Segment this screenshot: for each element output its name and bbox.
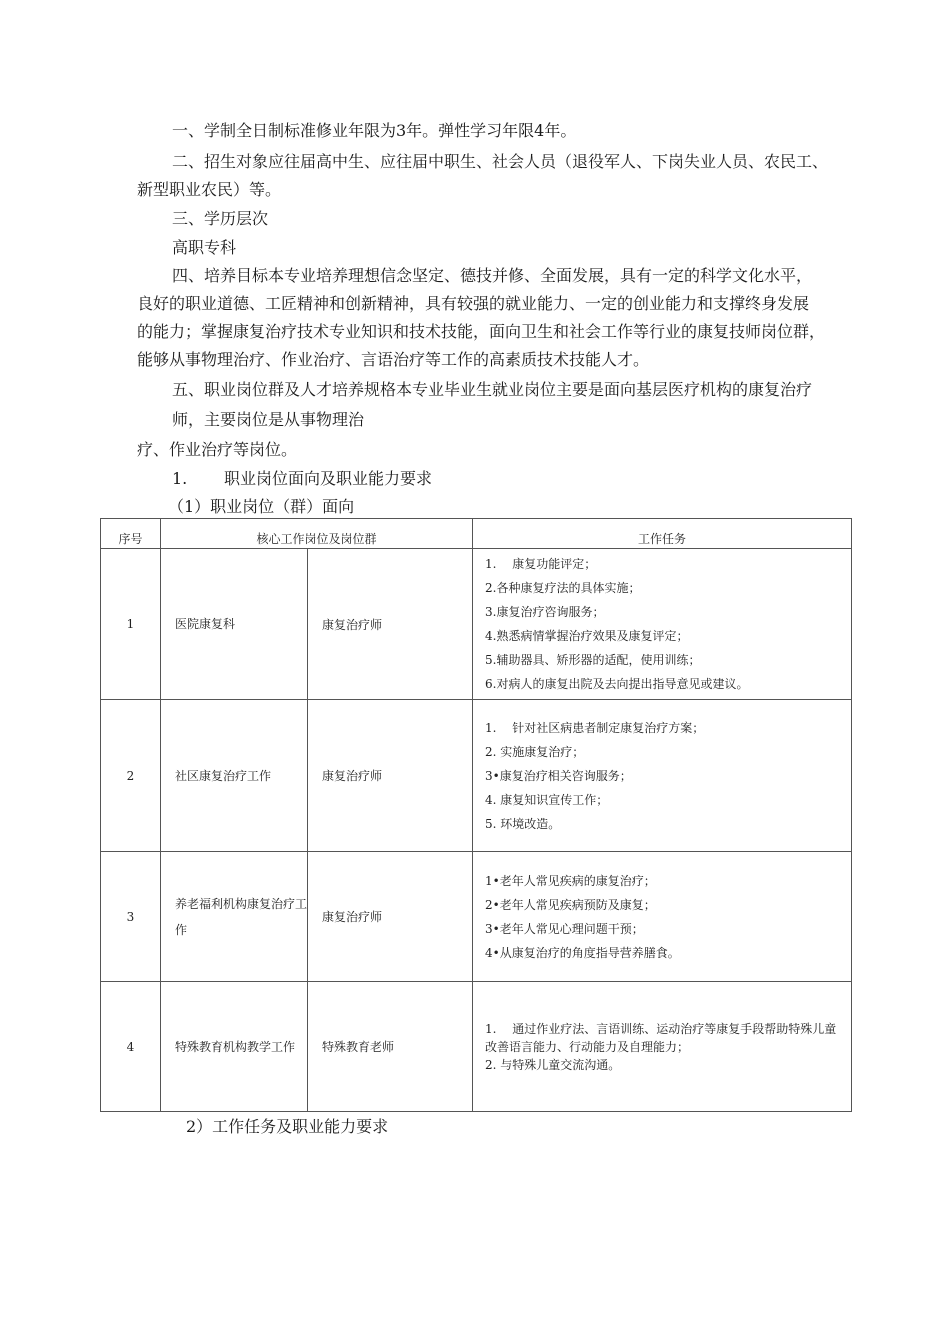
paragraph-goal-line4: 能够从事物理治疗、作业治疗、言语治疗等工作的高素质技术技能人才。 (137, 350, 650, 369)
task-item: 3•老年人常见心理问题干预； (485, 921, 644, 936)
task-item: 5. 环境改造。 (485, 816, 561, 831)
header-tasks: 工作任务 (473, 519, 852, 549)
task-item: 1. 康复功能评定； (485, 557, 597, 571)
task-item: 1•老年人常见疾病的康复治疗； (485, 873, 656, 888)
table-row (101, 852, 852, 982)
header-no: 序号 (101, 519, 161, 549)
paragraph-jobs-line2: 师，主要岗位是从事物理治 (172, 410, 365, 429)
jobs-table (100, 518, 852, 1112)
paragraph-education-level-heading: 三、学历层次 (172, 209, 269, 228)
task-item: 2. 与特殊儿童交流沟通。 (485, 1057, 621, 1072)
row-no: 1 (101, 549, 161, 700)
paragraph-jobs-line3: 疗、作业治疗等岗位。 (137, 440, 298, 459)
row-position: 康复治疗师 (308, 549, 473, 700)
task-list (473, 552, 851, 696)
row-tasks (473, 700, 852, 852)
task-item: 1. 针对社区病患者制定康复治疗方案； (485, 720, 705, 735)
task-list (473, 869, 851, 965)
row-dept: 特殊教育机构教学工作 (161, 982, 308, 1112)
paragraph-enrollment-line2: 新型职业农民）等。 (137, 180, 282, 199)
section-title: 职业岗位面向及职业能力要求 (224, 469, 433, 488)
task-item: 1. 通过作业疗法、言语训练、运动治疗等康复手段帮助特殊儿童改善语言能力、行动能力及自理能力； (485, 1021, 837, 1054)
row-no: 2 (101, 700, 161, 852)
task-item: 3•康复治疗相关咨询服务； (485, 768, 632, 783)
task-list (473, 1020, 851, 1074)
row-position: 特殊教育老师 (308, 982, 473, 1112)
paragraph-goal-line2: 良好的职业道德、工匠精神和创新精神，具有较强的就业能力、一定的创业能力和支撑终身发展 (137, 294, 810, 313)
section-number: 1. (172, 469, 188, 488)
header-core: 核心工作岗位及岗位群 (161, 519, 473, 549)
row-tasks (473, 982, 852, 1112)
task-item: 2.各种康复疗法的具体实施； (485, 581, 641, 595)
paragraph-enrollment-line1: 二、招生对象应往届高中生、应往届中职生、社会人员（退役军人、下岗失业人员、农民工、 (172, 152, 829, 171)
paragraph-goal-line1: 四、培养目标本专业培养理想信念坚定、德技并修、全面发展，具有一定的科学文化水平， (172, 266, 813, 285)
paragraph-goal-line3: 的能力；掌握康复治疗技术专业知识和技术技能，面向卫生和社会工作等行业的康复技师岗位群， (137, 322, 826, 341)
task-item: 5.辅助器具、矫形器的适配，使用训练； (485, 653, 701, 667)
task-item: 2•老年人常见疾病预防及康复； (485, 897, 656, 912)
task-item: 4•从康复治疗的角度指导营养膳食。 (485, 945, 680, 960)
subsection-title-2: 2）工作任务及职业能力要求 (186, 1117, 389, 1136)
row-no: 3 (101, 852, 161, 982)
table-row (101, 549, 852, 700)
row-tasks (473, 852, 852, 982)
row-no: 4 (101, 982, 161, 1112)
row-dept: 社区康复治疗工作 (161, 700, 308, 852)
table-row (101, 700, 852, 852)
paragraph-duration: 一、学制全日制标准修业年限为3年。弹性学习年限4年。 (172, 121, 577, 140)
table-row (101, 982, 852, 1112)
task-item: 4. 康复知识宣传工作； (485, 792, 609, 807)
row-position: 康复治疗师 (308, 700, 473, 852)
row-dept: 医院康复科 (161, 549, 308, 700)
task-item: 3.康复治疗咨询服务； (485, 605, 605, 619)
paragraph-education-level-value: 高职专科 (172, 238, 237, 257)
task-item: 6.对病人的康复出院及去向提出指导意见或建议。 (485, 677, 749, 691)
table-header-row (101, 519, 852, 549)
task-item: 2. 实施康复治疗； (485, 744, 585, 759)
task-list (473, 716, 851, 836)
row-tasks (473, 549, 852, 700)
row-dept: 养老福利机构康复治疗工作 (161, 852, 308, 982)
row-position: 康复治疗师 (308, 852, 473, 982)
paragraph-jobs-line1: 五、职业岗位群及人才培养规格本专业毕业生就业岗位主要是面向基层医疗机构的康复治疗 (172, 380, 813, 399)
task-item: 4.熟悉病情掌握治疗效果及康复评定； (485, 629, 689, 643)
subsection-title-1: （1）职业岗位（群）面向 (168, 497, 355, 516)
